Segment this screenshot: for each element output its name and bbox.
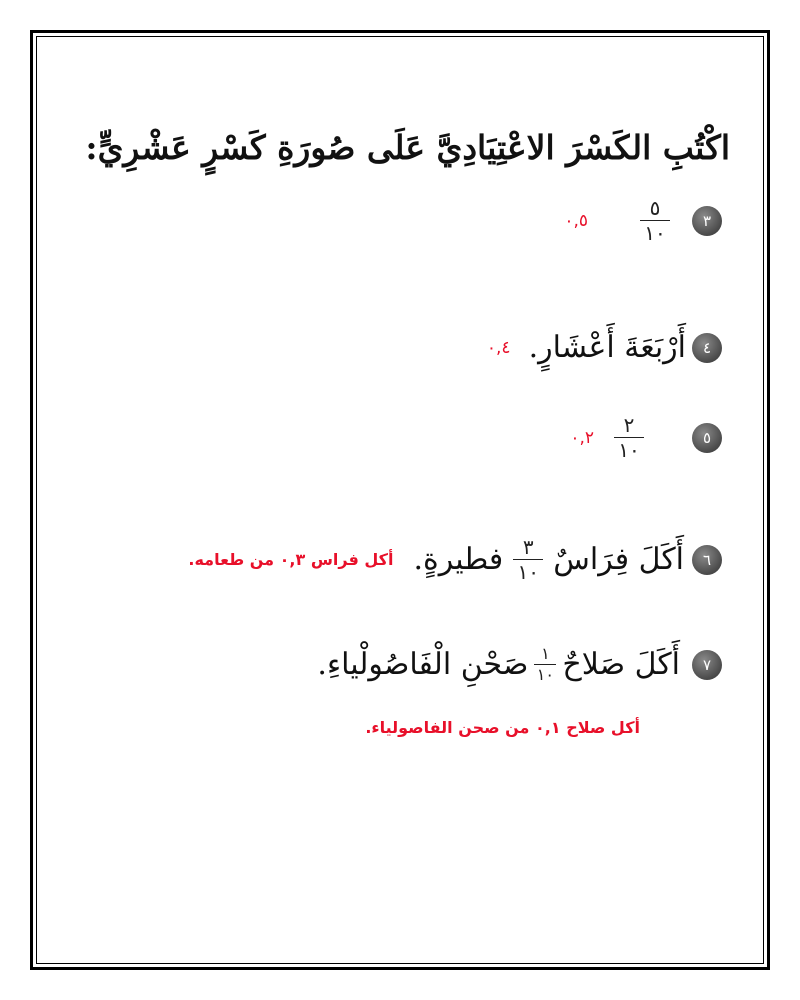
fraction-numerator: ٢	[623, 413, 635, 437]
fraction-numerator: ٥	[649, 196, 661, 220]
exercise-item-3	[564, 198, 722, 243]
fraction	[534, 646, 556, 683]
item-number-badge: ٤	[692, 333, 722, 363]
item-text-after: فطيرةٍ.	[413, 542, 504, 577]
exercise-item-7-answer	[365, 718, 640, 737]
fraction-numerator: ١	[541, 644, 550, 663]
fraction-denominator: ١٠	[536, 665, 554, 684]
fraction-denominator: ١٠	[644, 221, 666, 245]
item-text: أَرْبَعَةَ أَعْشَارٍ.	[528, 330, 686, 365]
answer-text: ٠,٢	[570, 427, 594, 448]
fraction	[513, 537, 543, 582]
answer-text: أكل فراس ٠,٣ من طعامه.	[188, 550, 394, 569]
item-number-badge: ٣	[692, 206, 722, 236]
item-number-badge: ٦	[692, 545, 722, 575]
exercise-item-5	[570, 415, 722, 460]
answer-text: أكل صلاح ٠,١ من صحن الفاصولياء.	[365, 718, 640, 737]
fraction	[614, 415, 644, 460]
worksheet-title: اكْتُبِ الكَسْرَ الاعْتِيَادِيَّ عَلَى صُورَةِ كَسْرٍ عَشْرِيٍّ:	[85, 128, 730, 167]
fraction-denominator: ١٠	[618, 438, 640, 462]
item-number-badge: ٧	[692, 650, 722, 680]
item-number-badge: ٥	[692, 423, 722, 453]
exercise-item-6	[188, 537, 722, 582]
page-border-inner	[36, 36, 764, 964]
fraction-numerator: ٣	[522, 535, 534, 559]
exercise-item-7	[317, 646, 722, 683]
answer-text: ٠,٤	[486, 337, 511, 358]
item-text-before: أَكَلَ صَلاحٌ	[562, 647, 680, 682]
answer-text: ٠,٥	[564, 210, 588, 231]
exercise-item-4	[487, 330, 722, 365]
fraction	[640, 198, 670, 243]
item-text-before: أَكَلَ فِرَاسٌ	[553, 542, 684, 577]
fraction-denominator: ١٠	[517, 560, 540, 584]
item-text-after: صَحْنِ الْفَاصُولْياءِ.	[317, 647, 529, 682]
